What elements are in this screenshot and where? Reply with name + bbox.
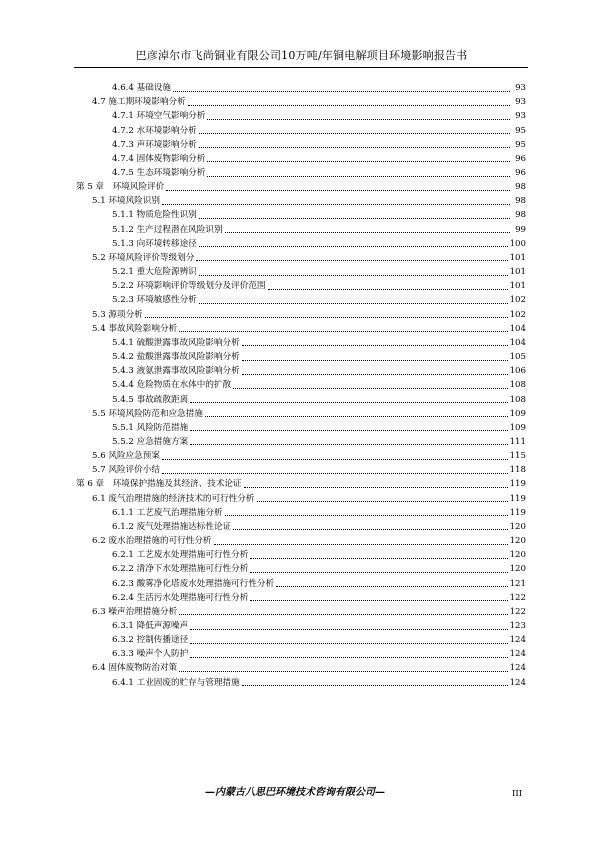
toc-entry[interactable] — [76, 81, 526, 95]
toc-entry-page: 124 — [509, 649, 526, 660]
toc-entry-page: 101 — [509, 281, 526, 292]
toc-entry[interactable] — [76, 548, 526, 562]
toc-entry[interactable] — [76, 562, 526, 576]
toc-leader-dots — [199, 133, 510, 134]
toc-entry-page: 95 — [515, 125, 526, 136]
toc-entry-page: 118 — [509, 465, 526, 476]
toc-leader-dots — [190, 444, 507, 445]
toc-leader-dots — [244, 487, 508, 488]
toc-entry-label: 5.1.1 物质危险性识别 — [112, 210, 197, 221]
toc-leader-dots — [207, 119, 510, 120]
toc-entry-label: 5.4 事故风险影响分析 — [92, 323, 178, 334]
toc-entry[interactable] — [76, 293, 526, 307]
toc-entry-label: 6.3 噪声治理措施分析 — [92, 606, 178, 617]
toc-leader-dots — [214, 544, 508, 545]
toc-entry-label: 第 6 章 环境保护措施及其经济、技术论证 — [76, 479, 242, 490]
toc-entry-page: 122 — [509, 606, 526, 617]
toc-leader-dots — [190, 629, 507, 630]
toc-entry-page: 119 — [509, 479, 526, 490]
toc-leader-dots — [199, 147, 510, 148]
toc-entry-page: 108 — [509, 380, 526, 391]
toc-entry-page: 109 — [509, 422, 526, 433]
toc-entry-page: 123 — [509, 621, 526, 632]
toc-entry-label: 6.1.2 废气处理措施达标性论证 — [112, 521, 232, 532]
toc-leader-dots — [190, 657, 507, 658]
toc-entry-label: 5.4.5 事故疏散距离 — [112, 394, 189, 405]
toc-entry[interactable] — [76, 251, 526, 265]
toc-leader-dots — [188, 105, 510, 106]
toc-entry-label: 6.4 固体废物防治对策 — [92, 663, 178, 674]
toc-entry[interactable] — [76, 223, 526, 237]
toc-entry-page: 101 — [509, 267, 526, 278]
toc-entry-page: 102 — [509, 295, 526, 306]
toc-entry-page: 96 — [515, 153, 526, 164]
toc-leader-dots — [162, 459, 508, 460]
toc-entry-label: 6.3.1 降低声源噪声 — [112, 621, 189, 632]
toc-entry-label: 5.2.2 环境影响评价等级划分及评价范围 — [112, 281, 266, 292]
toc-entry-label: 6.2.1 工艺废水处理措施可行性分析 — [112, 550, 249, 561]
toc-leader-dots — [199, 275, 508, 276]
toc-entry-label: 5.4.1 硫酸泄露事故风险影响分析 — [112, 337, 240, 348]
toc-entry[interactable] — [76, 633, 526, 647]
toc-leader-dots — [268, 289, 508, 290]
toc-entry-label: 6.4.1 工业固废的贮存与管理措施 — [112, 677, 240, 688]
toc-entry-page: 124 — [509, 635, 526, 646]
toc-entry-page: 121 — [509, 578, 526, 589]
toc-leader-dots — [233, 529, 507, 530]
toc-entry[interactable] — [76, 152, 526, 166]
toc-entry-page: 115 — [509, 451, 526, 462]
toc-entry-label: 5.1.2 生产过程潜在风险识别 — [112, 224, 223, 235]
toc-entry-label: 6.3.3 噪声个人防护 — [112, 649, 189, 660]
toc-entry-label: 5.5.2 应急措施方案 — [112, 436, 189, 447]
toc-entry[interactable] — [76, 407, 526, 421]
toc-leader-dots — [190, 402, 507, 403]
toc-entry-label: 5.4.3 液氨泄露事故风险影响分析 — [112, 366, 240, 377]
toc-entry-label: 6.1 废气治理措施的经济技术的可行性分析 — [92, 493, 255, 504]
page-footer — [0, 786, 595, 802]
toc-entry[interactable] — [76, 109, 526, 123]
toc-entry[interactable] — [76, 534, 526, 548]
toc-leader-dots — [233, 388, 507, 389]
toc-entry-page: 119 — [509, 507, 526, 518]
toc-leader-dots — [276, 586, 507, 587]
toc-leader-dots — [257, 501, 508, 502]
toc-leader-dots — [250, 600, 507, 601]
toc-entry-label: 5.3 源项分析 — [92, 309, 143, 320]
toc-entry[interactable] — [76, 392, 526, 406]
toc-entry-page: 124 — [509, 677, 526, 688]
toc-leader-dots — [179, 331, 507, 332]
toc-leader-dots — [196, 260, 507, 261]
toc-entry[interactable] — [76, 449, 526, 463]
toc-entry-label: 5.2.3 环境敏感性分析 — [112, 295, 197, 306]
toc-entry-label: 6.2.2 清净下水处理措施可行性分析 — [112, 564, 249, 575]
toc-entry-page: 93 — [515, 111, 526, 122]
toc-entry-label: 6.2 废水治理措施的可行性分析 — [92, 536, 212, 547]
toc-entry[interactable] — [76, 520, 526, 534]
toc-leader-dots — [162, 204, 510, 205]
toc-entry[interactable] — [76, 336, 526, 350]
toc-leader-dots — [207, 176, 510, 177]
toc-leader-dots — [242, 685, 508, 686]
toc-entry-label: 6.1.1 工艺废气治理措施分析 — [112, 507, 223, 518]
toc-entry[interactable] — [76, 463, 526, 477]
toc-entry-page: 96 — [515, 168, 526, 179]
toc-entry[interactable] — [76, 378, 526, 392]
toc-entry[interactable] — [76, 576, 526, 590]
toc-entry-label: 6.2.4 生活污水处理措施可行性分析 — [112, 592, 249, 603]
toc-entry[interactable] — [76, 591, 526, 605]
toc-entry-label: 5.5.1 风险防范措施 — [112, 422, 189, 433]
toc-leader-dots — [225, 232, 510, 233]
toc-entry[interactable] — [76, 194, 526, 208]
toc-entry[interactable] — [76, 605, 526, 619]
toc-entry-page: 93 — [515, 97, 526, 108]
toc-entry[interactable] — [76, 647, 526, 661]
toc-leader-dots — [207, 161, 510, 162]
toc-entry-page: 104 — [509, 323, 526, 334]
footer-company: —内蒙古八思巴环境技术咨询有限公司— — [205, 787, 385, 798]
toc-entry[interactable] — [76, 506, 526, 520]
toc-leader-dots — [199, 218, 510, 219]
toc-entry-label: 5.2 环境风险评价等级划分 — [92, 252, 195, 263]
toc-entry-page: 120 — [509, 550, 526, 561]
toc-leader-dots — [199, 303, 508, 304]
toc-entry-page: 109 — [509, 408, 526, 419]
toc-entry-page: 95 — [515, 139, 526, 150]
toc-entry-label: 第 5 章 环境风险评价 — [76, 182, 165, 193]
toc-entry-page: 100 — [509, 238, 526, 249]
toc-leader-dots — [162, 473, 508, 474]
toc-entry-label: 4.7.4 固体废物影响分析 — [112, 153, 206, 164]
toc-entry-page: 104 — [509, 337, 526, 348]
toc-leader-dots — [205, 416, 508, 417]
toc-entry-page: 105 — [509, 352, 526, 363]
toc-entry-label: 4.7 施工期环境影响分析 — [92, 97, 186, 108]
toc-entry[interactable] — [76, 492, 526, 506]
toc-entry-page: 119 — [509, 493, 526, 504]
toc-entry[interactable] — [76, 477, 526, 491]
toc-leader-dots — [179, 671, 507, 672]
toc-entry-page: 106 — [509, 366, 526, 377]
toc-leader-dots — [190, 643, 507, 644]
toc-leader-dots — [145, 317, 508, 318]
header-rule — [74, 67, 528, 68]
toc-entry-page: 93 — [515, 83, 526, 94]
toc-leader-dots — [242, 374, 508, 375]
toc-entry-page: 102 — [509, 309, 526, 320]
toc-leader-dots — [250, 572, 507, 573]
toc-entry[interactable] — [76, 322, 526, 336]
toc-entry[interactable] — [76, 350, 526, 364]
toc-entry-page: 111 — [509, 436, 526, 447]
toc-entry-page: 101 — [509, 252, 526, 263]
toc-entry-label: 6.2.3 酸雾净化塔废水处理措施可行性分析 — [112, 578, 275, 589]
toc-entry-label: 4.7.2 水环境影响分析 — [112, 125, 197, 136]
toc-entry[interactable] — [76, 421, 526, 435]
toc-entry[interactable] — [76, 364, 526, 378]
toc-entry-label: 5.2.1 重大危险源辨识 — [112, 267, 197, 278]
toc-entry[interactable] — [76, 95, 526, 109]
toc-entry-page: 120 — [509, 564, 526, 575]
toc-entry[interactable] — [76, 180, 526, 194]
toc-entry-label: 5.1 环境风险识别 — [92, 196, 160, 207]
toc-entry-label: 5.4.2 盐酸泄露事故风险影响分析 — [112, 352, 240, 363]
toc-entry[interactable] — [76, 166, 526, 180]
toc-leader-dots — [242, 345, 508, 346]
toc-entry-label: 4.7.1 环境空气影响分析 — [112, 111, 206, 122]
toc-entry-page: 99 — [515, 224, 526, 235]
toc-entry-label: 5.6 风险应急预案 — [92, 451, 160, 462]
toc-leader-dots — [199, 246, 508, 247]
toc-leader-dots — [166, 190, 510, 191]
page-number: III — [512, 789, 523, 799]
toc-entry-page: 120 — [509, 536, 526, 547]
toc-leader-dots — [190, 430, 507, 431]
toc-entry[interactable] — [76, 208, 526, 222]
toc-leader-dots — [173, 91, 510, 92]
toc-entry[interactable] — [76, 308, 526, 322]
toc-entry-page: 98 — [515, 182, 526, 193]
toc-entry-label: 5.5 环境风险防范和应急措施 — [92, 408, 203, 419]
toc-entry[interactable] — [76, 661, 526, 675]
toc-entry-page: 98 — [515, 196, 526, 207]
toc-entry[interactable] — [76, 619, 526, 633]
toc-leader-dots — [250, 558, 507, 559]
toc-entry[interactable] — [76, 138, 526, 152]
table-of-contents — [76, 81, 526, 690]
toc-entry[interactable] — [76, 435, 526, 449]
toc-entry-label: 4.7.3 声环境影响分析 — [112, 139, 197, 150]
toc-entry-page: 98 — [515, 210, 526, 221]
toc-entry[interactable] — [76, 279, 526, 293]
toc-entry-page: 120 — [509, 521, 526, 532]
toc-entry-label: 5.1.3 向环境转移途径 — [112, 238, 197, 249]
toc-leader-dots — [179, 614, 507, 615]
toc-entry[interactable] — [76, 676, 526, 690]
page-header: 巴彦淖尔市飞尚铜业有限公司10万吨/年铜电解项目环境影响报告书 — [135, 49, 468, 62]
toc-entry-label: 5.4.4 危险物质在水体中的扩散 — [112, 380, 232, 391]
toc-entry[interactable] — [76, 123, 526, 137]
toc-entry-page: 124 — [509, 663, 526, 674]
toc-entry-page: 108 — [509, 394, 526, 405]
toc-entry-label: 4.7.5 生态环境影响分析 — [112, 168, 206, 179]
toc-entry-label: 6.3.2 控制传播途径 — [112, 635, 189, 646]
toc-entry-label: 4.6.4 基础设施 — [112, 83, 171, 94]
toc-entry[interactable] — [76, 237, 526, 251]
toc-leader-dots — [242, 360, 508, 361]
toc-entry-label: 5.7 风险评价小结 — [92, 465, 160, 476]
toc-entry[interactable] — [76, 265, 526, 279]
toc-leader-dots — [225, 515, 508, 516]
toc-entry-page: 122 — [509, 592, 526, 603]
